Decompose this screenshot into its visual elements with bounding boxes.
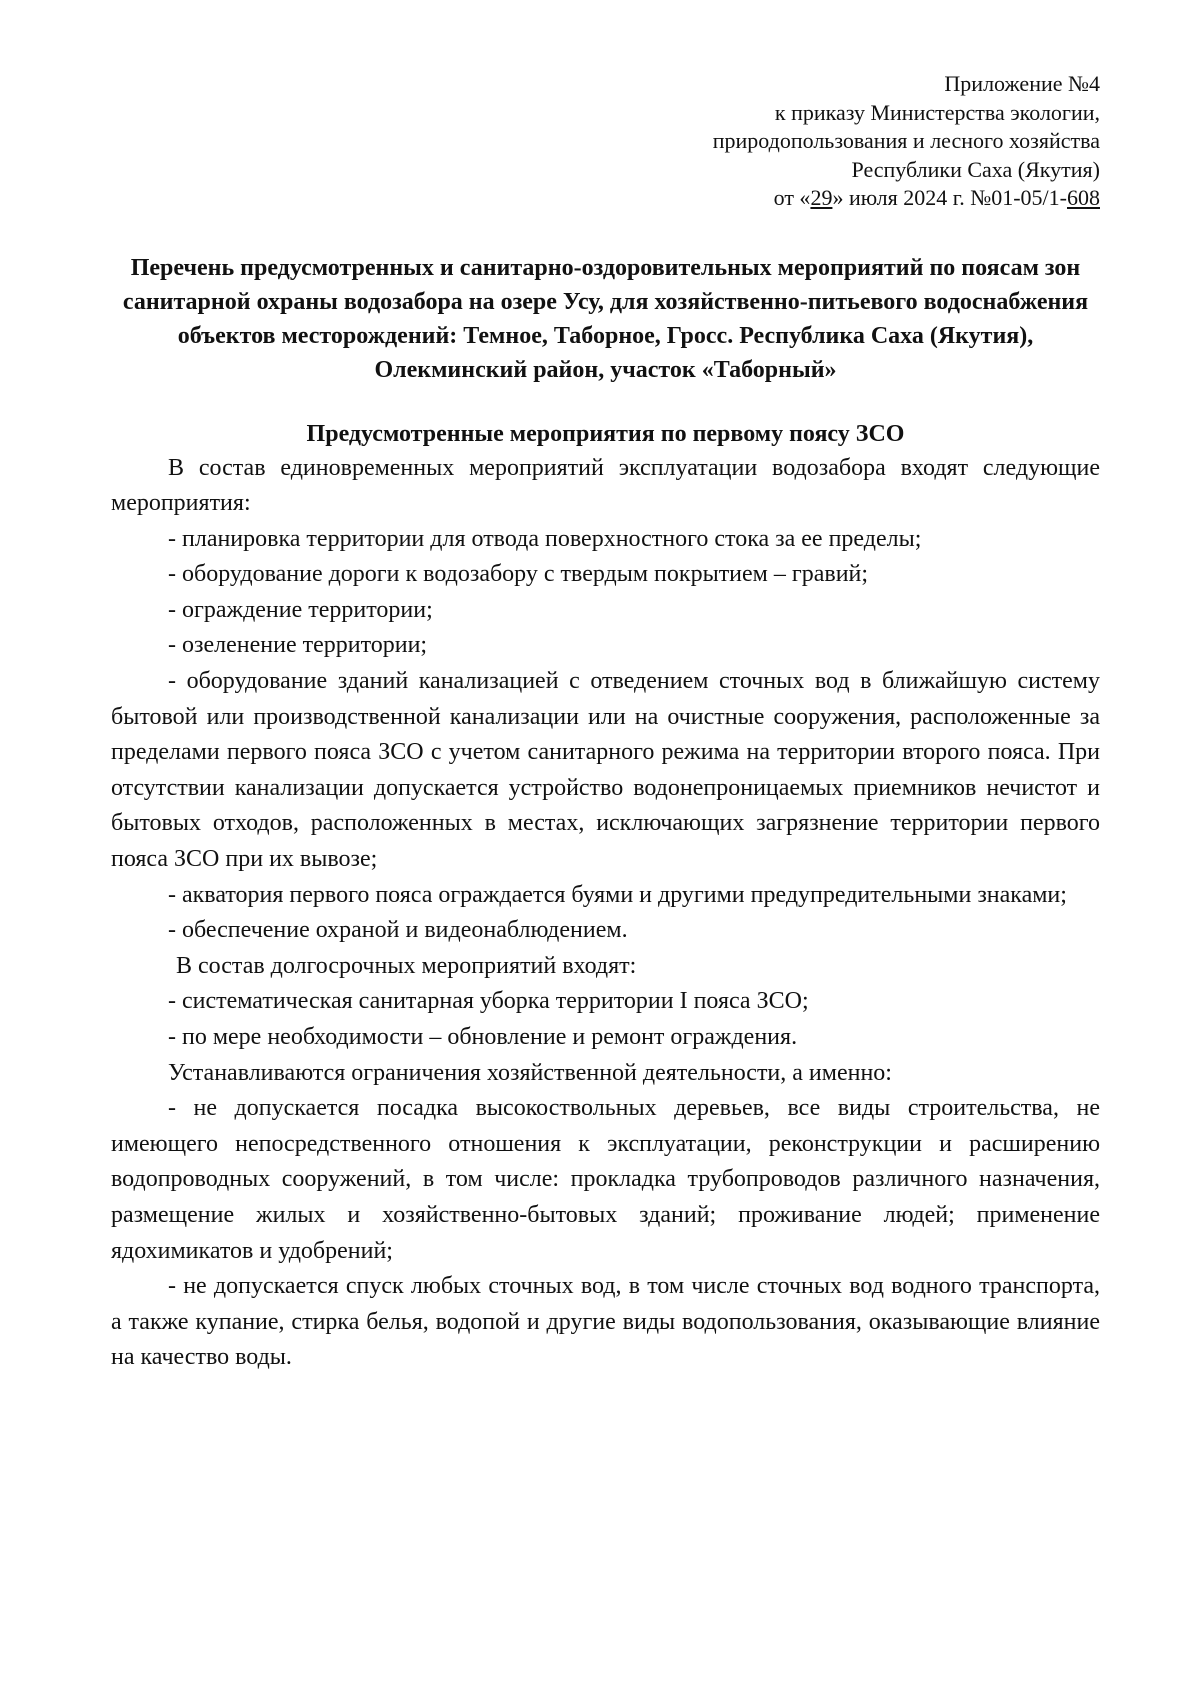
list-item: - планировка территории для отвода поверхностного стока за ее пределы; xyxy=(168,525,922,552)
list-item: - систематическая санитарная уборка территории I пояса ЗСО; xyxy=(168,988,809,1015)
order-number: 608 xyxy=(1067,185,1100,210)
list-item: - по мере необходимости – обновление и ремонт ограждения. xyxy=(168,1024,798,1050)
list-item: - не допускается посадка высокоствольных деревьев, все виды строительства, не имеющего непосредственного отношения к эксплуатации, реконструкции и расширению водопроводных сооружений, в том числе: прокладка трубопроводов различного назначения, размещение жилых и хозяйственно-бытовых зданий; проживание людей; применение ядохимикатов и удобрений; xyxy=(111,1095,1100,1264)
body-paragraph: В состав единовременных мероприятий эксплуатации водозабора входят следующие мероприятия: xyxy=(111,454,1100,517)
order-date-line xyxy=(111,184,1100,213)
body-paragraph: Устанавливаются ограничения хозяйственной деятельности, а именно: xyxy=(168,1059,892,1086)
list-item: - акватория первого пояса ограждается буями и другими предупредительными знаками; xyxy=(168,881,1067,908)
list-item: - оборудование дороги к водозабору с твердым покрытием – гравий; xyxy=(168,561,869,588)
list-item: - оборудование зданий канализацией с отведением сточных вод в ближайшую систему бытовой или производственной канализации или на очистные сооружения, расположенные за пределами первого пояса ЗСО с учетом санитарного режима на территории второго пояса. При отсутствии канализации допускается устройство водонепроницаемых приемников нечистот и бытовых отходов, расположенных в местах, исключающих загрязнение территории первого пояса ЗСО при их вывозе; xyxy=(111,668,1100,873)
list-item: - не допускается спуск любых сточных вод, в том числе сточных вод водного транспорта, а также купание, стирка белья, водопой и другие виды водопользования, оказывающие влияние на качество воды. xyxy=(111,1273,1100,1371)
document-title: Перечень предусмотренных и санитарно-оздоровительных мероприятий по поясам зон санитарной охраны водозабора на озере Усу, для хозяйственно-питьевого водоснабжения объектов месторождений: Темное, Таборное, Гросс. Республика Саха (Якутия), Олекминский район, участок «Таборный» xyxy=(122,254,1089,383)
section-heading: Предусмотренные мероприятия по первому поясу ЗСО xyxy=(306,420,905,447)
list-item: - обеспечение охраной и видеонаблюдением. xyxy=(168,917,628,944)
order-date-prefix: от « xyxy=(773,185,811,210)
list-item: - озеленение территории; xyxy=(168,632,428,659)
body-paragraph: В состав долгосрочных мероприятий входят: xyxy=(176,952,637,979)
order-reference: к приказу Министерства экологии, xyxy=(774,99,1100,125)
republic-name: Республики Саха (Якутия) xyxy=(851,156,1100,182)
order-date-middle: » июля 2024 г. №01-05/1- xyxy=(832,185,1067,210)
appendix-number: Приложение №4 xyxy=(944,71,1100,96)
ministry-name: природопользования и лесного хозяйства xyxy=(712,128,1100,153)
list-item: - ограждение территории; xyxy=(168,596,433,623)
appendix-header xyxy=(111,70,1100,213)
order-day: 29 xyxy=(810,185,833,210)
document-body xyxy=(111,451,1100,1376)
